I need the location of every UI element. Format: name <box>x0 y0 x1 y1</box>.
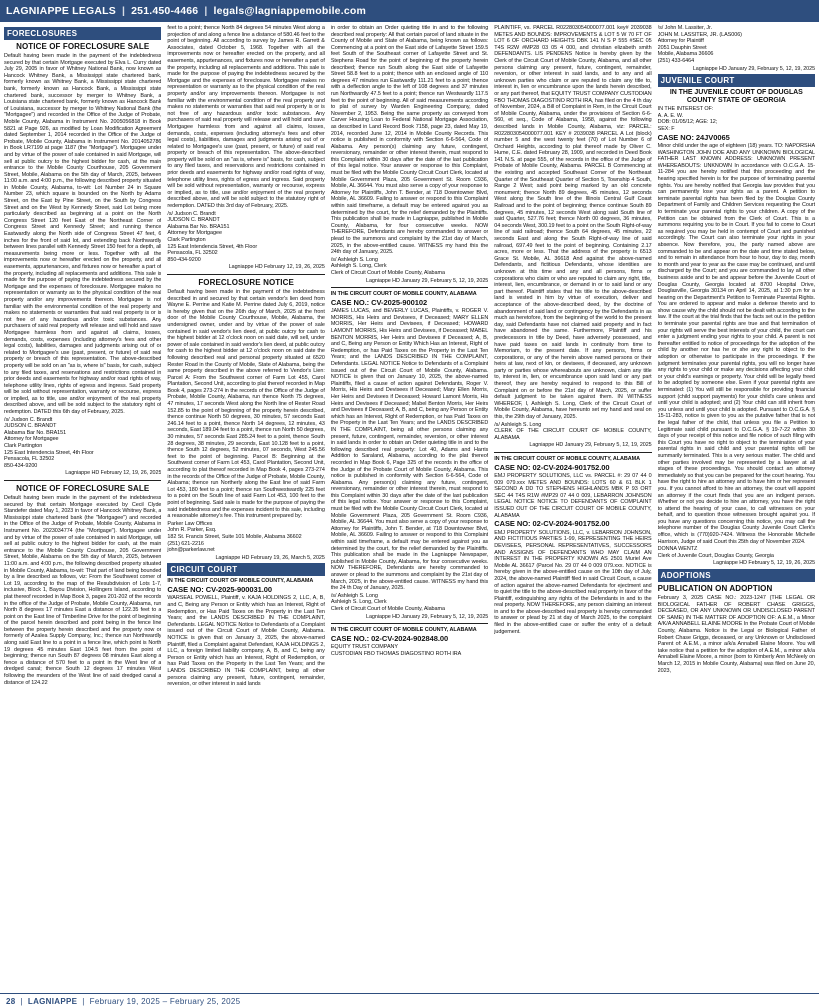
page-footer <box>0 993 819 1008</box>
notice-signature: Parker Law Offices John R. Parker, Esq. 182 St. Francis Street, Suite 101 Mobile, Alabama 36602 (251) 621-2216 john@parkerlaw.net <box>167 520 302 554</box>
notice-body: PLAINTIFF, vs. PARCEL R022803054000077.001 key# 2039038 METES AND BOUNDS: IMPROVEMENTS & LOT 5 W 70 FT OF LOT 6 OF ORCHARD HEIGHTS DBK 141 N S P 555 #SEC 05 T4S R2W #MP28 03 05 4 000, and christian elizabeth smith DEFENDANTS. LIS PENDENS Notice is hereby given by the Clerk of the Circuit Court of Mobile County, Alabama, and all other persons claiming any present, future, contingent, remainder, reversion, or other interest in said lands, and to any and all unknown parties who claim or are reputed to claim any title to, interest in, lien or encumbrance upon the lands herein described, or any part thereof, that EQUITY TRUST COMPANY CUSTODIAN FBO THOMAS DIAGOSTINO ROTH IRA, has filed on the 4 th day of November, 2024, a Bill of Complaint in Rem, in the Circuit Court of Mobile County, Alabama, under the provisions of Section 6-6-560, et seq., Code of Alabama, 1958, against the following described lands in Mobile County, Alabama, viz: PARCEL: R022803054000077.001 KEY # 2039038 PARCEL A Lot (block) number 5 and the west twenty feet (70) of Lot Number 6 of Orchard Heights, according to plat thereof made by Oliver C. Hume, C.E. dated February 28, 1909, and recorded in Deed Book 141 N.S. at page 555, of the records in the office of the Judge of Probate of Mobile County, Alabama. PARCEL B Commencing at the existing and accepted Southeast Corner of the Northeast Quarter of the Southeast Quarter of Section 5, Township 4 South, Range 2 West; said point being marked by an old concrete monument; thence North 89 degrees, 45 minutes, 12 seconds West along the South line of the Illinois Central Gulf Coast Railroad and to the point of beginning; thence continue South 89 degrees, 45 minutes, 12 seconds West along said South line of said Quarter, 527.76 feet; thence North 00 degrees, 36 minutes, 04 seconds West, 300.19 feet to a point on the South Right-of-way line of said railroad; thence South 64 degrees, 45 minutes, 22 seconds East and along the South Right-of-way line of said railroad, 697.49 feet to the point of beginning. Containing 2.17 acres, more or less. That the address of the property is 6513 Grace St. Mobile, AL 36618 And against the above-named Defendants, and fictitious Defendants, whose identities are unknown at this time and any and all persons, firms or corporations who claim or who are reputed to claim any right, title, interest, lien, encumbrance, or demand in or to said land or any part thereof. Plaintiff states that his title to the above-described land is vested in him by virtue of execution, deliver and acceptance of the above-described deed, by the doctrine of abandonment of said land or contingency by the Defendants in as much as heretofore, from the beginning of the world to the present day, said Defendants have not claimed said property and in fact have abandoned the same. Furthermore, Plaintiff and his predecessors in title by Deed, have adversely possessed, and have paid taxes on said lands in continuity from time to Memoriam, to the present date. If any persons, firms or corporations, or any of the herein above named persons or their heirs at law, next of kin, or devisees, if deceased, any unknown party or parties whose whereabouts are unknown, claim any title to, interest in, lien, or encumbrance upon said land or any part thereof, they are hereby required to respond to this Bill of Complaint on or before the 21st day of March, 2025, or suffer default judgment to be taken against them. IN WITNESS WHEREOF, I, Ashleigh S. Long, Clerk of the Circuit Court of Mobile County, Alabama, have hereunto set my hand and seal on this, the 29th day of January, 2025. <box>494 25 652 421</box>
notice-signature: /s/ Ashleigh S. Long Ashleigh S. Long, Clerk Clerk of Circuit Court of Mobile County, Alabama <box>330 256 445 276</box>
notice-body: Minor child under the age of eighteen (18) years. TO: NAPORSHA WASHINGTON JOHN DOE AND ANY UNKNOWN BIOLOGICAL FATHER LAST KNOWN ADDRESS: UNKNOWN PRESENT WHEREABOUTS: UNKNOWN In accordance with O.C.G.A. 15-11-284 you are hereby notified that this proceeding and the hearing specified herein is for the purpose of terminating parental rights. You are hereby notified that Georgia law provides that you can permanently lose your rights as a parent. A petition to terminate parental rights has been filed by the Douglas County Department of Family and Children Services requesting the Court to terminate your parental rights to your children. A copy of the Petition can be obtained from the Clerk of Court. This is a summons requiring you to be in Court. If you fail to come to Court as required you may be held in contempt of Court and punished accordingly. The Court can also terminate your rights in your absence. Now therefore, you, the party named above are commanded to be and appear on the date and time stated below, and to remain in attendance from hour to hour, day to day, month to month and year to year as the case may be continued, and until discharged by the Court; and you are commanded to lay all other business aside and to be and appear before the Juvenile Court of Douglas County, Georgia located at 8700 Hospital Drive, Douglasville, Georgia 30134 on April 14, 2025, at 1:30 p.m for a hearing on the Department's Petition to Terminate Parental Rights. You are ordered to appear and make a defense thereto and to show cause why the child should not be dealt with according to the law. If the court at the trial finds that the facts set out in the petition to terminate your parental rights are true and that termination of your rights will serve the best interests of your child, the court can enter a judgment ending your rights to your child. A parent is not thereafter entitled to notice of proceedings for the adoption of the child by another nor has he or she any right to object to the adoption or otherwise to participate in the proceedings. If the judgment terminates your parental rights, you will no longer have any rights to your child or make any decisions affecting your child or your child's earnings or property. Your child will be legally freed to be adopted by someone else. Even if your parental rights are terminated: (1) You will still be responsible for providing financial support (child support payments) for your child's care unless and until your child is adopted; and (2) Your child can still inherit from you unless and until your child is adopted. Pursuant to O.C.G.A. § 15-11-283, notice is given to you as the putative father that is not the legal father of the child, that unless you file a Petition to Legitimate said child pursuant to O.C.G.A. § 19-7-22 within 30 days of your receipt of this notice and file notice of such filing with this Court you have no right to object to the termination of your parental rights in said child and your parental rights will be summarily terminated. This is a very serious matter. The child and other parties involved may be represented by a lawyer at all stages of these proceedings. You should contact an attorney immediately so that you can be prepared for the court hearing. You have the right to hire an attorney and to have him or her represent you. If you cannot afford to hire an attorney, the court will appoint an attorney if the court finds that you are an indigent person. Whether or not you decide to hire an attorney, you have the right to attend the hearing of your case, to call witnesses on your behalf, and to question those witnesses brought against you. If you have any questions concerning this notice, you may call the telephone number of the Douglas County Juvenile Court Clerk's office, which is (770)920-7424. Witness the Honorable Michelle Harrison, Judge of said Court this 25th day of November 2024. <box>657 143 815 545</box>
notice-body: EQUITY TRUST COMPANY CUSTODIAN FBO THOMAS DIAGOSTINO ROTH IRA <box>330 644 462 657</box>
notice-body: feet to a point; thence North 84 degrees 54 minutes West along a projection of and along a fence line a distance of 580.46 feet to the point of beginning. All according to survey by James R. Garrett & Associates, dated October 5, 1968. Together with all the improvements now or hereafter erected on the property, and all easements, appurtenances, and fixtures now or hereafter a part of the property, including all replacements and additions. This sale is made for the purpose of paying the indebtedness secured by the Mortgage and the expenses of foreclosure. Mortgagee makes no representation or warranty as to the physical condition of the real property and/or any improvements thereon. Mortgagee is not familiar with the environmental condition of the real property and makes no statements or warranties that said real property is or is not free of any hazardous and/or toxic substances. Any purchasers of said real property will release and will hold and save Mortgagee harmless from and against all claims, losses, demands, costs, expenses (including attorney's fees and other legal costs), liabilities, damages and judgments arising out of or related to Mortgagee's use (past, present, or future) of said real property or breach of this representation. The above-described property will be sold on an "as is, where is" basis, for cash, subject to any filed taxes, and reservations and restrictions contained in prior deeds and easements for highway and/or road rights of way, telephone utility lines, rights of egress and ingress. Said property will be sold without representation, warranty or recourse, express or implied, as to title, use and/or enjoyment of the real property described above, and will be sold subject to the statutory right of redemption. DATED this 3rd day of February, 2025. <box>167 25 325 210</box>
notice-body: EMJ PROPERTY SOLUTIONS, LLC vs. PARCEL #: 29 07 44 0 009 079.xxx METES AND BOUNDS: LOTS 60 & 61 BLK 1 SECOND A DD TO STEPHENS HIGHLANDS MBK P 93 ORT SEC 44 T4S R1W #MP29 07 44 0 009, LEBARRON JOHNSON LEGAL NOTICE NOTICE TO DEFENDANTS OF COMPLAINT ISSUED OUT OF THE CIRCUIT COURT OF MOBILE COUNTY, ALABAMA <box>494 473 652 519</box>
court-heading: IN THE CIRCUIT COURT OF MOBILE COUNTY, ALABAMA <box>167 578 314 585</box>
publication-note: Lagniappe HD February 5, 12, 19, 26, 2025 <box>713 560 815 567</box>
divider <box>4 480 161 481</box>
court-heading: IN THE JUVENILE COURT OF DOUGLAS COUNTY STATE OF GEORGIA <box>669 89 803 105</box>
case-number: CASE NO.: CV-2025-900102 <box>330 297 428 307</box>
section-header-foreclosures: FORECLOSURES <box>4 27 161 40</box>
notice-title: NOTICE OF FORECLOSURE SALE <box>16 42 150 51</box>
divider <box>494 452 651 453</box>
notice-body: WARSEAL POWELL, Plaintiff, v. KAJA HOLDINGS 2, LLC, A, B, and C, Being any Person or Entity which has an Interest, Right of Redemption, or Has Paid Taxes on the Property in the Last Ten Years; and the LANDS DESCRIBED IN THE COMPLAINT, Defendants. LEGAL NOTICE Notice to Defendants of a Complaint issued out of the Circuit Court of Mobile County, Alabama. NOTICE is given that on January 3, 2025, the above-named Plaintiff, filed a Complaint against Defendant, KAJA HOLDINGS 2, LLC, a foreign limited liability company, A, B, and C, being any Person or Entity which has an Interest, Right of Redemption, or has Paid Taxes on the Property in the Last Ten Years; and the LANDS DESCRIBED IN THE COMPLAINT, being all other persons claiming any present, future, contingent, remainder, reversion, or other interest in said lands <box>167 595 325 688</box>
notice-body: JAMES LUCAS, and BEVERLY LUCAS, Plaintiffs, v. ROGER V. MORRIS, His Heirs and Devisees, if Deceased; MARY ELLEN MORRIS, Her Heirs and Devisees, if Deceased; HOWARD LAMONT MORRIS, His Heirs and Devisees, if Deceased; MABEL BENTON MORRIS, Her Heirs and Devisees if Deceased; A, B, and C, Being any Person or Entity Which Has an Interest, Right of Redemption, or has Paid Taxes on the Property in the Last Ten Years; and the LANDS DESCRIBED IN THE COMPLAINT, Defendants. LEGAL NOTICE Notice to Defendants of a Complaint issued out of the Circuit Court of Mobile County, Alabama. NOTICE is given that on January 10, 2025, the above-named Plaintiffs, filed a cause of action against Defendants, Roger V. Morris, His Heirs and Devisees if Deceased; Mary Ellen Morris, Her Heirs and Devisees if Deceased; Howard Lamont Morris, His Heirs and Devisees if Deceased; Mabel Benton Morris, Her Heirs and Devisees if Deceased; A, B, and C, being any Person or Entity which has an Interest, Right of Redemption, or has Paid Taxes on the Property in the Last Ten Years; and the LANDS DESCRIBED IN THE COMPLAINT, being all other persons claiming any present, future, contingent, remainder, reversion, or other interest in said lands in order to obtain an Order quieting title in and to the following described real property: Lot 40, Adams and Harris Addition to Saraland, Alabama, according to the plat thereof recorded in Map Book 6, Page 325 of the records in the office of the Judge of the Probate Court of Mobile County, Alabama. This notice is published in conformity with Section 6-6-564, Code of Alabama. Any person(s) claiming any future, contingent, reversionary, remainder or other interest therein, must respond to this Complaint within 30 days after the date of the last publication of this legal notice. Your answer or response to this Complaint, must be filed with the Mobile County Circuit Court Clerk, located at Mobile Government Plaza, 205 Government St. Room C936, Mobile, AL 36644. You must also serve a copy of your response to Attorney for Plaintiffs, John T. Bender, at 718 Downtowner Blvd, Mobile, AL 36609. Failing to answer or respond to this Complaint within said timeframe, a default may be entered against you as determined by the court, for the relief demanded by the Plaintiffs. This publication shall be made in the Lagniappe Newspaper, published in Mobile County, Alabama, for four consecutive weeks. NOW THEREFORE, Defendants are hereby commanded to answer or plead to the summons and complaint by the 21st day of March, 2025, in the above-entitled cause. WITNESS my hand this the 24 th Day of January, 2025. <box>330 308 489 592</box>
case-number: CASE NO: 24JV0065 <box>657 132 730 142</box>
masthead-email: legals@lagniappemobile.com <box>213 5 367 17</box>
court-heading: IN THE CIRCUIT COURT OF MOBILE COUNTY, ALABAMA <box>330 627 477 634</box>
case-number: CASE NO: CV-2025-900031.00 <box>167 584 272 594</box>
notice-preamble: IN THE INTEREST OF: A. A. E. W. DOB: 01/05/12; AGE: 12; SEX: F <box>657 106 718 132</box>
publication-note: Lagniappe HD January 29, February 5, 12, 19, 2025 <box>366 613 489 620</box>
notice-signature: DONNA WENTZ Clerk of Juvenile Court, Douglas County, Georgia <box>657 546 774 559</box>
notice-body: Default having been made in the payment of the indebtedness secured by that certain Mortgage executed by Elva L. Curry dated July 29, 2005 in favor of Whitney National Bank, now known as Hancock Whitney Bank, a Mississippi state chartered bank, formerly known as Whitney Bank, a Mississippi state chartered bank, formerly known as Hancock Bank, a Mississippi state chartered bank, successor by merger to Whitney Bank, a Louisiana state chartered bank, formerly known as Hancock Bank of Louisiana, successor by merger to Whitney National Bank (the "Mortgagee") and recorded in the Office of the Judge of Probate, Mobile County, Alabama in Instrument No. 2005056818 in Book 5821 at Page 926, as modified by Loan Modification Agreement dated September 1, 2014 recorded in the Office of the Judge of Probate, Mobile County, Alabama in Instrument No. 2014052786 in Book LR7199 at page 1187 (the "Mortgage"). Mortgagee under and by virtue of the power of sale contained in said Mortgage, will sell at public outcry to the highest bidder for cash, at the main entrance to the Mobile County Courthouse, 205 Government Street, Mobile, Alabama on the 5th day of March, 2025, between 11:00 a.m. and 4:00 p.m., the following described property situated in Mobile County, Alabama, to-wit: Lot Number 24 in Square Number 23, which square is bounded on the North by Adams Street, on the East by Pine Street, on the South by Congress Street and on the West by Kennedy Street, said Lot being more particularly described as beginning at a point on the North Congress Street 120 feet East of the Northeast Corner of Congress Street and Kennedy Street; and running thence Eastwardly along the North side of Congress Street 47 feet, 6 inches for the front of said lot, and extending back Northwardly between lines parallel with Kennedy Street 150 feet for a depth, all measurements being more or less. Together with all the improvements now or hereafter erected on the property, and all easements, appurtenances, and fixtures now or hereafter a part of the property, including all replacements and additions. This sale is made for the purpose of paying the indebtedness secured by the Mortgage and the expenses of foreclosure. Mortgagee makes no representation or warranty as to the physical condition of the real property and/or any improvements thereon. Mortgagee is not familiar with the environmental condition of the real property and makes no statements or warranties that said real property is or is not free of any hazardous and/or toxic substances. Any purchasers of said real property will release and will hold and save Mortgagee harmless from and against all claims, losses, demands, costs, expenses (including attorney's fees and other legal costs), liabilities, damages and judgments arising out of or related to Mortgagee's use (past, present, or future) of said real property or breach of this representation. The above-described property will be sold on an "as is, where is" basis, for cash, subject to any filed taxes, and reservations and restrictions contained in prior deeds and easements for highway and/or road rights of way, telephone utility lines, rights of egress and ingress. Said property will be sold without representation, warranty or recourse, express or implied, as to title, use and/or enjoyment of the real property described above, and will be sold subject to the statutory right of redemption. DATED this 6th day of February, 2025. <box>4 53 162 416</box>
notice-title: FORECLOSURE NOTICE <box>198 277 294 287</box>
column-4 <box>494 25 651 989</box>
column-5 <box>658 25 815 989</box>
notice-title: PUBLICATION ON ADOPTION <box>657 584 773 594</box>
masthead-phone: 251.450-4466 <box>131 5 199 17</box>
notice-signature: /s/ Judson C. Brandt JUDSON C. BRANDT Alabama Bar No. BRA151 Attorney for Mortgagee Clark Partington 125 East Intendencia Street, 4th Floor Pensacola, FL 32502 850-434-9200 <box>4 416 94 469</box>
court-heading: IN THE CIRCUIT COURT OF MOBILE COUNTY, ALABAMA <box>330 291 477 298</box>
masthead-separator: | <box>121 5 126 17</box>
publication-note: Lagniappe HD January 29, February 5, 12, 19, 2025 <box>692 65 815 72</box>
case-number: CASE NO.: 02-CV-2024-902848.00 <box>330 633 449 643</box>
notice-signature: /s/ John M. Lassiter, Jr. JOHN M. LASSITER, JR. (LAS006) Attorney for Plaintiff 2051 Dauphin Street Mobile, Alabama 36606 (251) 433-6464 <box>657 25 742 64</box>
column-2 <box>167 25 324 989</box>
masthead-section: LAGNIAPPE LEGALS <box>6 5 116 17</box>
divider <box>167 274 324 275</box>
notice-body: Default having been made in the payment of the indebtedness secured by that certain Mortgage executed by Cecil Clyde Standefer dated May 1, 2023 in favor of Hancock Whitney Bank, a Mississippi state chartered bank (the "Mortgagee") and recorded in the Office of the Judge of Probate, Mobile County, Alabama in Instrument No. 2023034774 (the "Mortgage"). Mortgagee under and by virtue of the power of sale contained in said Mortgage, will sell at public outcry to the highest bidder for cash, at the main entrance to the Mobile County Courthouse, 205 Government Street, Mobile, Alabama on the 5th day of March, 2025, between 11:00 a.m. and 4:00 p.m., the following described property situated in Mobile County, Alabama, to-wit: That part of land being bounded by a line described as follows, viz: From the Southwest corner of Lot 19, according to the map of the Resubdivision of Lots 1-7, inclusive, Block 1, Bayou Division, Hollingers Island, according to plat thereof recorded in Map Book 3, pages 201-202 of the records in the office of the Judge of Probate, Mobile County, Alabama, run North 8 degrees 17 minutes East a distance of 122.35 feet to a point on the East line of Timberline Drive for the point of beginning of the parcel herein described and point being in the fence line between the property herein described and the property now or formerly of Azalea Supply Company, Inc.; thence run Northwardly along said East line to a point in a fence line, which point is North 19 degrees 45 minutes East 104.5 feet from the point of beginning; thence run South 87 degrees 08 minutes East along a fence a distance of 570 feet to a point in the West line of a dredged canal; thence South 12 degrees 17 minutes West following the meanders of the West line of said dredged canal a distance of 124.22 <box>4 495 162 686</box>
section-header-juvenile-court: JUVENILE COURT <box>658 74 815 87</box>
publication-note: Lagniappe HD January 29, February 5, 12, 19, 2025 <box>529 442 652 449</box>
footer-separator: | <box>20 996 23 1006</box>
publication-note: Lagniappe HD February 12, 19, 26, 2025 <box>228 264 325 271</box>
footer-separator: | <box>82 996 85 1006</box>
notice-signature: /s/ Judson C. Brandt JUDSON C. BRANDT Alabama Bar No. BRA151 Attorney for Mortgagee Clark Partington 125 East Intendencia Street, 4th Floor Pensacola, FL 32502 850-434-9200 <box>167 210 258 263</box>
notice-body: EMJ PROPERTY SOLUTIONS, LLC, v. LEBARRON JOHNSON, AND FICTITIOUS PARTIES 1-99, REPRESENTING THE HEIRS DEVISEES, PERSONAL REPRESENTATIVES, SUCCESSORS AND ASSIGNS OF DEFENDANTS WHO MAY CLAIM AN INTEREST IN THE PROPERTY KNOWN AS 2501 Muriel Ave Mobile AL 36617 (Parcel No. 29 07 44 0 009 079.xxx. NOTICE is hereby given in the above-entitled cause on the 10th day of July, 2024, the above-named Plaintiff filed in said Circuit Court, a cause of action against the above-named Defendants for ejectment and to quiet the title to the above-described real property in favor of the Plaintiff, extinguishing any rights of the Defendants in and to the real property. NOW THEREFORE, any person claiming an interest in and to the above-described real property is hereby commanded to answer or plead by 21 st day of March 2025, to the complaint filed in the above-entitled case or suffer the entry of a default judgement. <box>494 529 652 635</box>
issue-dates: February 19, 2025 – February 25, 2025 <box>89 996 241 1006</box>
column-3 <box>331 25 488 989</box>
notice-body: February 3, 2025 CASE NO.: 2023-1247 (THE LEGAL OR BIOLOGICAL FATHER OF ROBERT CHASE GRIGGS, DECEASED, OR ANY UNKNOWN OR UNDISCLOSED PARENT OF SAME) IN THE MATTER OF ADOPTION OF: A.E.M., a Minor A/K/A ANNABELL ELAINE MOORE In the Probate Court of Mobile County, Alabama. Notice is the Legal or Biological Father of Robert Chase Griggs, deceased, or any Unknown or Undisclosed Parent of: A.E.M., a minor a/k/a Annabell Elaine Moore. You will take notice that a petition for the adoption of A.E.M., a minor a/k/a Annabell Elaine Moore, a minor (born to Kimberly Ann McNeely on March 12, 2015 in Mobile County, Alabama) was filed on June 20, 2023, <box>657 595 815 674</box>
section-header-adoptions: ADOPTIONS <box>658 569 815 582</box>
page-number: 28 <box>6 996 16 1006</box>
notice-signature: /s/ Ashleigh S. Long CLERK OF THE CIRCUIT COURT OF MOBILE COUNTY, ALABAMA <box>494 421 652 441</box>
divider <box>331 623 488 624</box>
notice-body: in order to obtain an Order quieting title in and to the following described real property: All that certain parcel of land situate in the County of Mobile and State of Alabama, being known as follows: Commencing at a point on the East side of Lafayette Street 159.5 feet South of the Southeast corner of Lafayette Street and St. Stephens Road for the point of beginning of the property herein described; thence run South along the East side of Lafayette Street 58.8 feet to a point; thence with an enclosed angle of 110 degrees 47 minutes run Eastwardly 111.21 feet to a point; thence with a deflection angle to the left of 108 degrees and 37 minutes run Northwardly 47.5 feet to a point; thence run Westwardly 117.5 feet to the point of beginning. All of said measurements according to plat of survey by Warden Engineering Company, dated November 2, 1953. Being the same property as conveyed from Carver Housing Loan to Federal National Mortgage Association, as described in Land Record Book 7158, page 23, dated May 19, 2014, recorded June 12, 2014 in Mobile County Records. This notice is published in conformity with Section 6-6-564, Code of Alabama. Any person(s) claiming any future, contingent, reversionary, remainder or other interest therein, must respond to this Complaint within 30 days after the date of the last publication of this legal notice. Your answer or response to this Complaint, must be filed with the Mobile County Circuit Court Clerk, located at Mobile Government Plaza, 205 Government St. Room C936, Mobile, AL 36644. You must also serve a copy of your response to Attorney for Plaintiffs, John T. Bender, at 718 Downtowner Blvd, Mobile, AL 36609. Failing to answer or respond to this Complaint within said timeframe, a default may be entered against you as determined by the court, for the relief demanded by the Plaintiffs. This publication shall be made in Lagniappe, published in Mobile County, Alabama, for four consecutive weeks. NOW THEREFORE, Defendants are hereby commanded to answer or plead to the summons and complaint by the 21st day of March, 2025, in the above-entitled cause. WITNESS my hand this the 24th day of January, 2025. <box>330 25 489 256</box>
section-header-circuit-court: CIRCUIT COURT <box>167 563 324 576</box>
case-number: CASE NO: 02-CV-2024-901752.00 <box>494 462 610 472</box>
publication-name: LAGNIAPPE <box>27 996 78 1006</box>
court-heading: IN THE CIRCUIT COURT OF MOBILE COUNTY, ALABAMA <box>494 456 641 462</box>
masthead <box>0 0 819 22</box>
divider <box>331 287 488 288</box>
column-1 <box>4 25 161 989</box>
case-number: CASE NO: 02-CV-2024-901752.00 <box>494 519 610 529</box>
publication-note: Lagniappe HD January 29, February 5, 12, 19, 2025 <box>366 277 489 284</box>
masthead-separator: | <box>204 5 208 17</box>
notice-body: Default having been made in the payment of the indebtedness described in and secured by that certain vendor's lien deed from Wayne E. Perrine and Katie M. Perrine dated July 6, 2019, notice is hereby given that on the 26th day of March, 2025 at the front door of the Mobile County Courthouse, Mobile, Alabama, the undersigned owner, under and by virtue of the power of sale contained in said vendor's lien deed, at public outcry for cash to the highest bidder at 12 o'clock noon on said date, will sell, under power of sale contained in said vendor's lien deed, at public outcry for cash to the highest bidder at 12 o'clock noon on said date the following described real and personal property situated at 6520 Rester Road in the County of Mobile, State of Alabama, being the same property described in the above referred to Vendor's Lien: Parcel A: From the Southwest corner of Farm Lot 455, Carol Plantation, Second Unit, according to plat thereof recorded in Map Book 4, pages 273-274 in the records of the Office of the Judge of Probate, Mobile County, Alabama, run thence North 75 degrees, 47 minutes, 17 seconds West along the North line of Rester Road 152.85 to the point of beginning of the property herein described, thence continue North 50 degrees, 30 minutes, 57 seconds East 246.14 feet to a point, thence North 14 degrees, 12 minutes, 43 seconds, East 189.04 feet to a point, thence run North 50 degrees, 30 minutes, 57 seconds East 285.24 feet to a point, thence South 28 degrees, 38 minutes, 29 seconds, East 10.128 feet to a point, thence South 12 degrees, 52 minutes, 07 seconds, West 245.56 feet to the point of beginning. Parcel B: Beginning at the Southwest corner of Farm Lot 453, Carol Plantation, Second Unit, according to plat thereof recorded in Map Book 4, pages 273-274 in the records of the Office of the Judge of Probate, Mobile County, Alabama; thence run Northerly along the East line of said Farm Lot 453, 180 feet to a point; thence run Southwestwardly 225 feet to a point on the South line of said Farm Lot 453, 100 feet to the point of beginning. Said sale is made for the purpose of paying the said indebtedness and the expenses incident to this sale, including a reasonable attorney's fee. This instrument prepared by: <box>167 288 325 520</box>
legal-columns <box>4 25 815 989</box>
notice-title: NOTICE OF FORECLOSURE SALE <box>16 484 150 493</box>
publication-note: Lagniappe HD February 19, 26, March 5, 2025 <box>215 554 325 561</box>
publication-note: Lagniappe HD February 12, 19, 26, 2025 <box>65 470 162 477</box>
notice-signature: /s/ Ashleigh S. Long Ashleigh S. Long, Clerk Clerk of Circuit Court of Mobile County, Alabama <box>330 592 445 612</box>
